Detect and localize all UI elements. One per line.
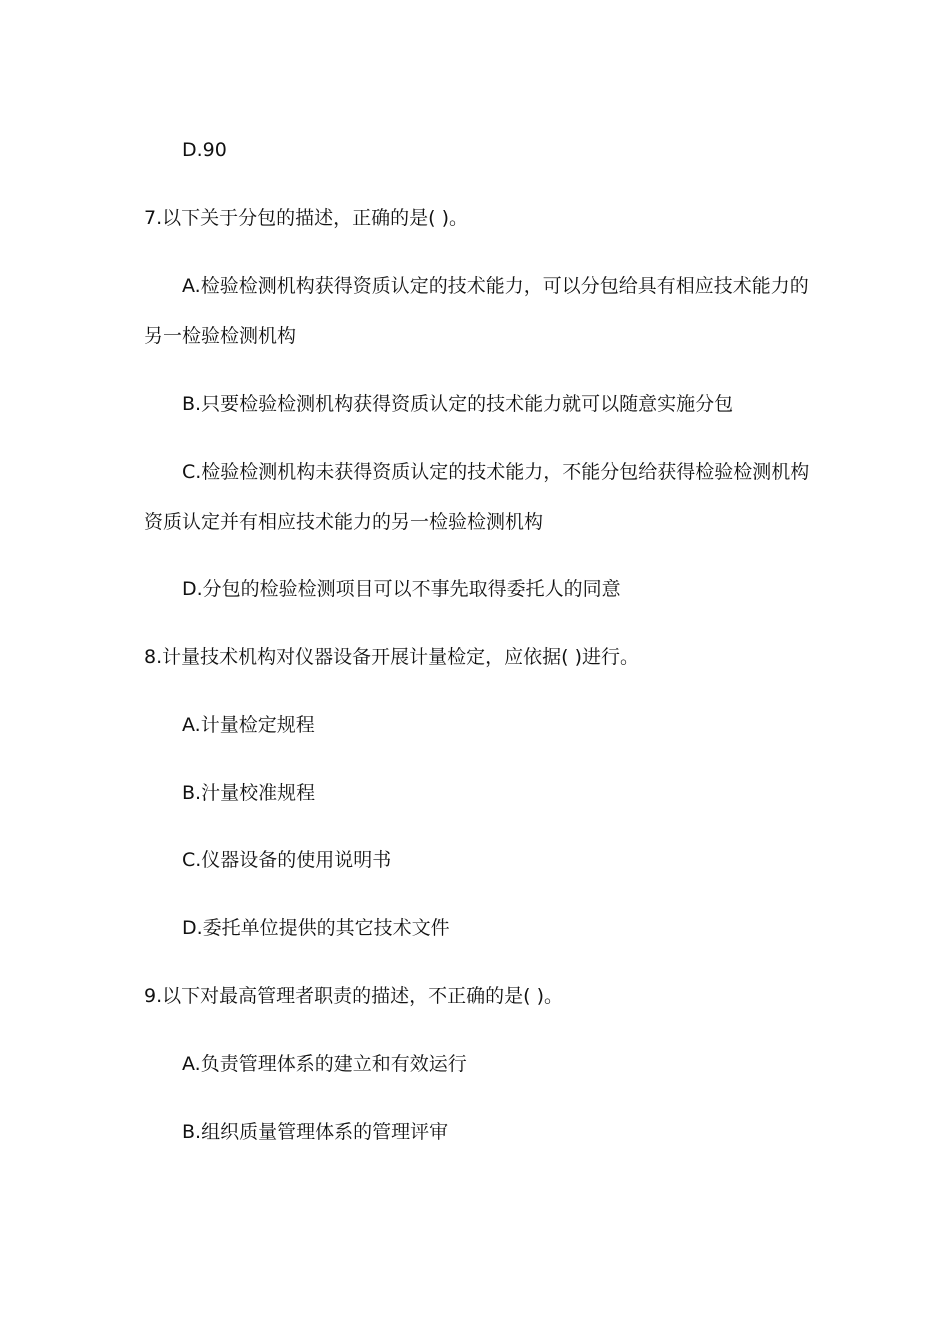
question-9-option-a: A.负责管理体系的建立和有效运行 bbox=[182, 1053, 467, 1075]
question-8-option-b: B.汁量校准规程 bbox=[182, 782, 316, 804]
question-8-option-d: D.委托单位提供的其它技术文件 bbox=[182, 917, 450, 939]
question-7-option-a-cont: 另一检验检测机构 bbox=[144, 325, 297, 347]
question-7-option-b: B.只要检验检测机构获得资质认定的技术能力就可以随意实施分包 bbox=[182, 393, 734, 415]
question-8-option-c: C.仪器设备的使用说明书 bbox=[182, 849, 392, 871]
question-7-option-c: C.检验检测机构未获得资质认定的技术能力，不能分包给获得检验检测机构 bbox=[182, 461, 810, 483]
question-8-option-a: A.计量检定规程 bbox=[182, 714, 315, 736]
question-7-option-c-cont: 资质认定并有相应技术能力的另一检验检测机构 bbox=[144, 511, 544, 533]
question-7-option-a: A.检验检测机构获得资质认定的技术能力，可以分包给具有相应技术能力的 bbox=[182, 275, 809, 297]
question-7-stem: 7.以下关于分包的描述，正确的是( )。 bbox=[144, 207, 468, 229]
question-8-stem: 8.计量技术机构对仪器设备开展计量检定，应依据( )进行。 bbox=[144, 646, 639, 668]
question-9-stem: 9.以下对最高管理者职责的描述，不正确的是( )。 bbox=[144, 985, 563, 1007]
question-9-option-b: B.组织质量管理体系的管理评审 bbox=[182, 1121, 449, 1143]
option-d-prev: D.90 bbox=[182, 139, 227, 161]
question-7-option-d: D.分包的检验检测项目可以不事先取得委托人的同意 bbox=[182, 578, 621, 600]
